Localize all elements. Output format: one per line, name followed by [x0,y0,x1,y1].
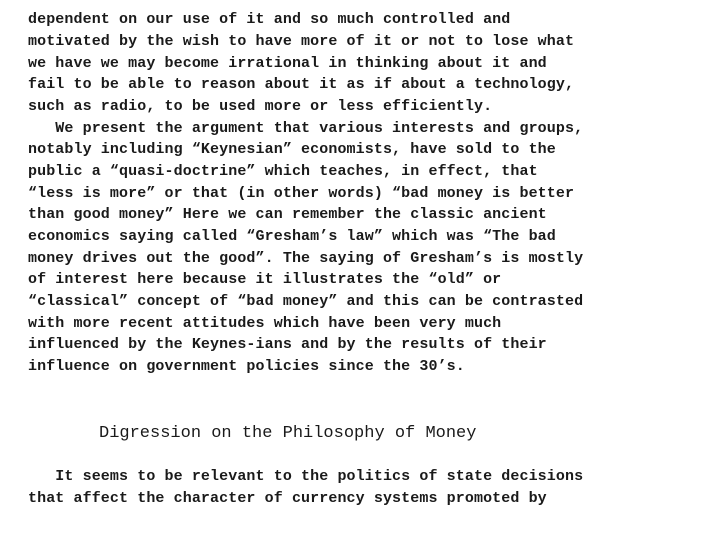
section-heading: Digression on the Philosophy of Money [99,424,477,443]
paragraph-3-line-1: It seems to be relevant to the politics of state decisions [28,468,584,485]
paragraph-2-line-11: influenced by the Keynes-ians and by the results of their [28,336,547,353]
paragraph-1-line-2: motivated by the wish to have more of it or not to lose what [28,33,575,50]
paragraph-2-line-5: than good money” Here we can remember the classic ancient [28,206,547,223]
paragraph-2-line-9: “classical” concept of “bad money” and this can be contrasted [28,293,584,310]
paragraph-1-line-4: fail to be able to reason about it as if about a technology, [28,76,575,93]
paragraph-2-line-12: influence on government policies since the 30’s. [28,358,465,375]
paragraph-2-line-7: money drives out the good”. The saying of Gresham’s is mostly [28,250,584,267]
paragraph-3-line-2: that affect the character of currency systems promoted by [28,490,547,507]
paragraph-1-line-3: we have we may become irrational in thinking about it and [28,55,547,72]
paragraph-2-line-10: with more recent attitudes which have been very much [28,315,502,332]
paragraph-2-line-2: notably including “Keynesian” economists, have sold to the [28,141,556,158]
paragraph-2-line-4: “less is more” or that (in other words) “bad money is better [28,185,575,202]
paragraph-2-line-3: public a “quasi-doctrine” which teaches, in effect, that [28,163,538,180]
paragraph-2-line-1: We present the argument that various interests and groups, [28,120,584,137]
paragraph-2-line-8: of interest here because it illustrates the “old” or [28,271,502,288]
paragraph-2-line-6: economics saying called “Gresham’s law” which was “The bad [28,228,556,245]
paragraph-1-line-1: dependent on our use of it and so much controlled and [28,11,511,28]
paragraph-1-line-5: such as radio, to be used more or less efficiently. [28,98,493,115]
